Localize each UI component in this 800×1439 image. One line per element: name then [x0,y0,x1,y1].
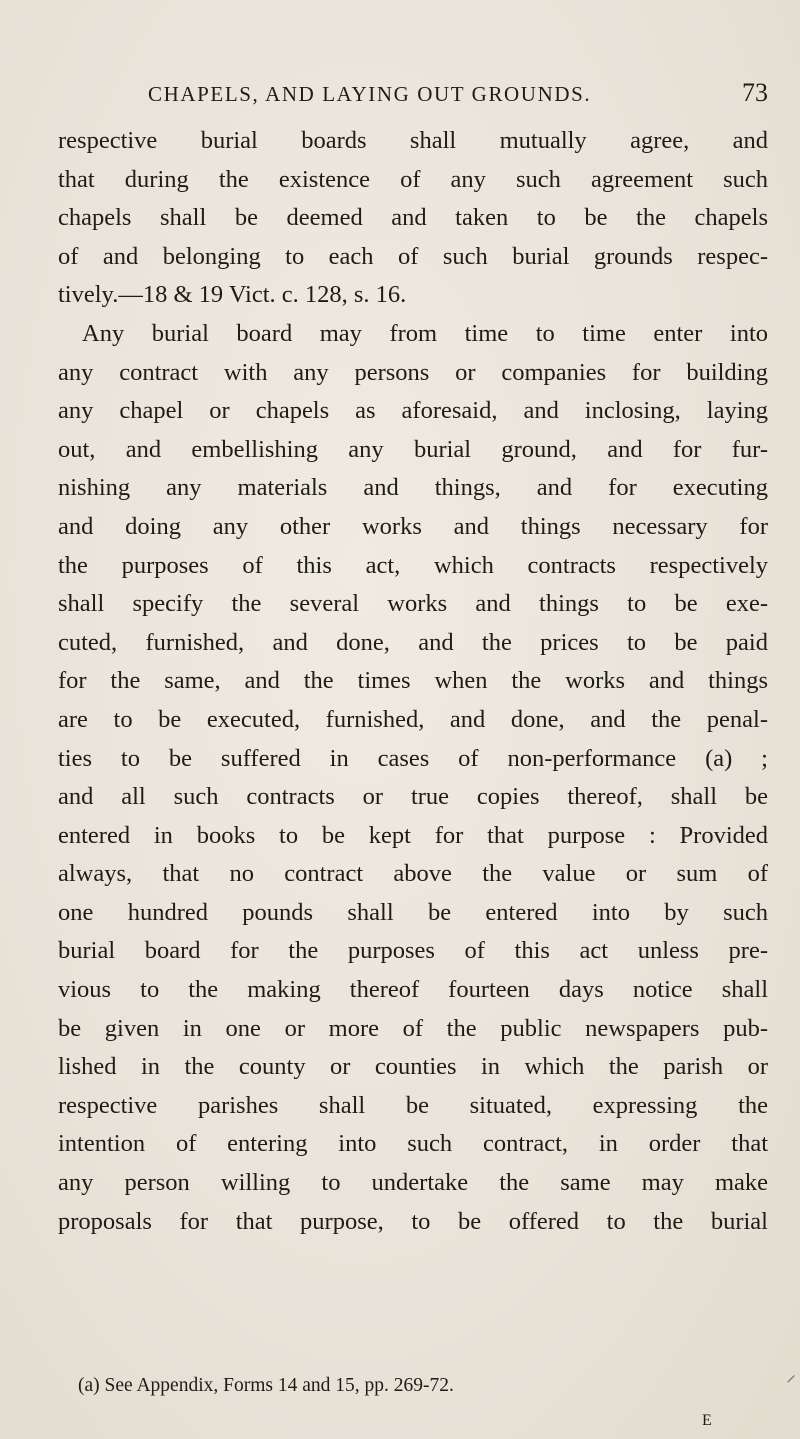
text-line: any person willing to undertake the same may make [58,1169,768,1197]
margin-mark-icon: ⸝ [786,1364,796,1386]
text-line: chapels shall be deemed and taken to be the chapels [58,204,768,232]
body-text [58,122,768,1241]
footnote: (a) See Appendix, Forms 14 and 15, pp. 269-72. [78,1375,454,1396]
running-head: CHAPELS, AND LAYING OUT GROUNDS. [148,82,592,106]
text-line: intention of entering into such contract, in order that [58,1130,768,1158]
text-line: any contract with any persons or companies for building [58,358,768,386]
page-number: 73 [742,78,768,107]
text-line: are to be executed, furnished, and done, and the penal- [58,705,768,733]
text-line: the purposes of this act, which contracts respectively [58,551,768,579]
page-header [148,78,768,112]
text-line: shall specify the several works and things to be exe- [58,590,768,618]
text-line: for the same, and the times when the works and things [58,667,768,695]
text-line: respective parishes shall be situated, expressing the [58,1091,768,1119]
text-line: vious to the making thereof fourteen days notice shall [58,976,768,1004]
text-line: be given in one or more of the public newspapers pub- [58,1014,768,1042]
text-line: that during the existence of any such agreement such [58,165,768,193]
text-line: of and belonging to each of such burial grounds respec- [58,242,768,270]
text-line: respective burial boards shall mutually agree, and [58,127,768,154]
signature-mark: E [702,1412,712,1429]
text-line: one hundred pounds shall be entered into by such [58,898,768,926]
text-line: entered in books to be kept for that purpose : Provided [58,821,768,849]
text-line: any chapel or chapels as aforesaid, and inclosing, laying [58,397,768,425]
text-line: ties to be suffered in cases of non-performance (a) ; [58,744,768,772]
text-line: nishing any materials and things, and for executing [58,474,768,502]
text-line: Any burial board may from time to time enter into [82,319,768,347]
text-line: and doing any other works and things necessary for [58,512,768,540]
text-line: out, and embellishing any burial ground, and for fur- [58,435,768,463]
text-line: proposals for that purpose, to be offered to the burial [58,1207,768,1235]
text-line: and all such contracts or true copies thereof, shall be [58,783,768,811]
text-line: lished in the county or counties in which the parish or [58,1053,768,1081]
text-line: burial board for the purposes of this act unless pre- [58,937,768,965]
text-line: tively.—18 & 19 Vict. c. 128, s. 16. [58,281,407,309]
text-line: always, that no contract above the value or sum of [58,860,768,888]
text-line: cuted, furnished, and done, and the prices to be paid [58,628,768,656]
